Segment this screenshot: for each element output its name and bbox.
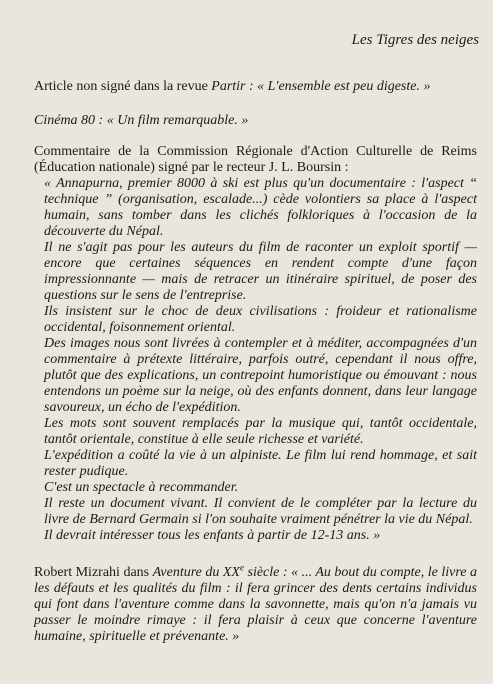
review-lead: Robert Mizrahi dans xyxy=(34,565,153,580)
review-lead: Article non signé dans la revue xyxy=(34,79,212,94)
review-partir xyxy=(34,79,477,95)
source-title-end: siècle xyxy=(244,565,280,580)
review-cinema-80: Cinéma 80 : « Un film remarquable. » xyxy=(34,113,249,128)
review-quote: : « ... Au bout du compte, le livre a les défauts et les qualités du film : il fera grincer des dents certains individus qui font dans l'aventure comme dans la savonnette, mais qu'on n'a jamais vu passer le moindre rimaye : il fera plaisir à ceux que concerne l'aventure humaine, spirituelle et prévenante. » xyxy=(34,565,478,644)
quote-paragraph: C'est un spectacle à recommander. xyxy=(44,480,239,495)
quote-paragraph: Des images nous sont livrées à contempler et à méditer, accompagnées d'un commentaire à prétexte littéraire, parfois outré, cependant il nous offre, plutôt que des explications, un contrepoint humoristique ou émouvant : nous entendons un poème sur la neige, où des enfants donnent, dans leur langage savoureux, un écho de l'expédition. xyxy=(44,336,477,415)
source-superscript: e xyxy=(240,562,244,573)
quote-paragraph: Il ne s'agit pas pour les auteurs du film de raconter un exploit sportif — encore que certaines séquences en rendent compte d'une façon impressionnante — mais de retracer un itinéraire spirituel, de poser des questions sur le sens de l'entreprise. xyxy=(44,240,477,303)
source-title: Aventure du XX xyxy=(152,565,240,580)
commission-lead: Commentaire de la Commission Régionale d'Action Culturelle de Reims (Éducation nationale) signé par le recteur J. L. Boursin : xyxy=(34,144,477,175)
commission-quote xyxy=(34,176,477,544)
quote-paragraph: Il reste un document vivant. Il convient de le compléter par la lecture du livre de Bernard Germain si l'on souhaite vraiment pénétrer la vie du Népal. xyxy=(44,496,477,527)
running-head: Les Tigres des neiges xyxy=(351,32,479,48)
review-quote: : « L'ensemble est peu digeste. » xyxy=(245,79,431,94)
quote-paragraph: Il devrait intéresser tous les enfants à partir de 12-13 ans. » xyxy=(44,528,381,543)
review-source: Partir xyxy=(211,79,246,94)
quote-paragraph: « Annapurna, premier 8000 à ski est plus qu'un documentaire : l'aspect “ technique ” (organisation, escalade...) cède volontiers sa place à l'aspect humain, sans tomber dans les clichés folkloriques à l'occasion de la découverte du Népal. xyxy=(44,176,477,239)
review-source xyxy=(152,562,280,580)
review-mizrahi xyxy=(34,562,478,645)
quote-paragraph: L'expédition a coûté la vie à un alpiniste. Le film lui rend hommage, et sait rester pudique. xyxy=(44,448,477,479)
review-commission xyxy=(34,144,477,544)
quote-paragraph: Les mots sont souvent remplacés par la musique qui, tantôt occidentale, tantôt orientale, constitue à elle seule richesse et variété. xyxy=(44,416,477,447)
quote-paragraph: Ils insistent sur le choc de deux civilisations : froideur et rationalisme occidental, foisonnement oriental. xyxy=(44,304,477,335)
